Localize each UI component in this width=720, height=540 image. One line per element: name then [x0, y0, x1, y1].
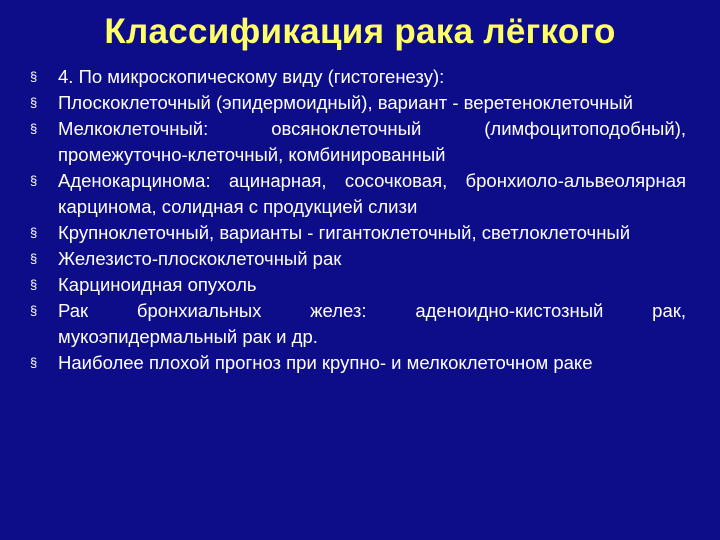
list-item	[30, 116, 686, 168]
bullet-icon: §	[30, 355, 38, 370]
list-item	[30, 64, 686, 90]
bullet-icon: §	[30, 251, 38, 266]
list-item-text: Карциноидная опухоль	[58, 274, 257, 295]
list-item	[30, 298, 686, 350]
bullet-icon: §	[30, 173, 38, 188]
list-item	[30, 350, 686, 376]
list-item-text: Наиболее плохой прогноз при крупно- и мелкоклеточном раке	[58, 352, 593, 373]
list-item-text: 4. По микроскопическому виду (гистогенезу):	[58, 66, 445, 87]
list-item-text: Железисто-плоскоклеточный рак	[58, 248, 342, 269]
list-item-text: Аденокарцинома: ацинарная, сосочковая, бронхиоло-альвеолярная карцинома, солидная с продукцией слизи	[58, 170, 686, 217]
bullet-icon: §	[30, 121, 38, 136]
classification-list	[30, 64, 686, 376]
list-item-text: Плоскоклеточный (эпидермоидный), вариант - веретеноклеточный	[58, 92, 634, 113]
list-item-text: Рак бронхиальных желез: аденоидно-кистозный рак, мукоэпидермальный рак и др.	[58, 300, 686, 347]
slide-title: Классификация рака лёгкого	[104, 12, 616, 51]
list-item-text: Мелкоклеточный: овсяноклеточный (лимфоцитоподобный), промежуточно-клеточный, комбинированный	[58, 118, 686, 165]
bullet-icon: §	[30, 95, 38, 110]
list-item-text: Крупноклеточный, варианты - гигантоклеточный, светлоклеточный	[58, 222, 631, 243]
list-item	[30, 272, 686, 298]
bullet-icon: §	[30, 69, 38, 84]
bullet-icon: §	[30, 277, 38, 292]
bullet-icon: §	[30, 303, 38, 318]
list-item	[30, 246, 686, 272]
bullet-icon: §	[30, 225, 38, 240]
list-item	[30, 220, 686, 246]
list-item	[30, 168, 686, 220]
list-item	[30, 90, 686, 116]
